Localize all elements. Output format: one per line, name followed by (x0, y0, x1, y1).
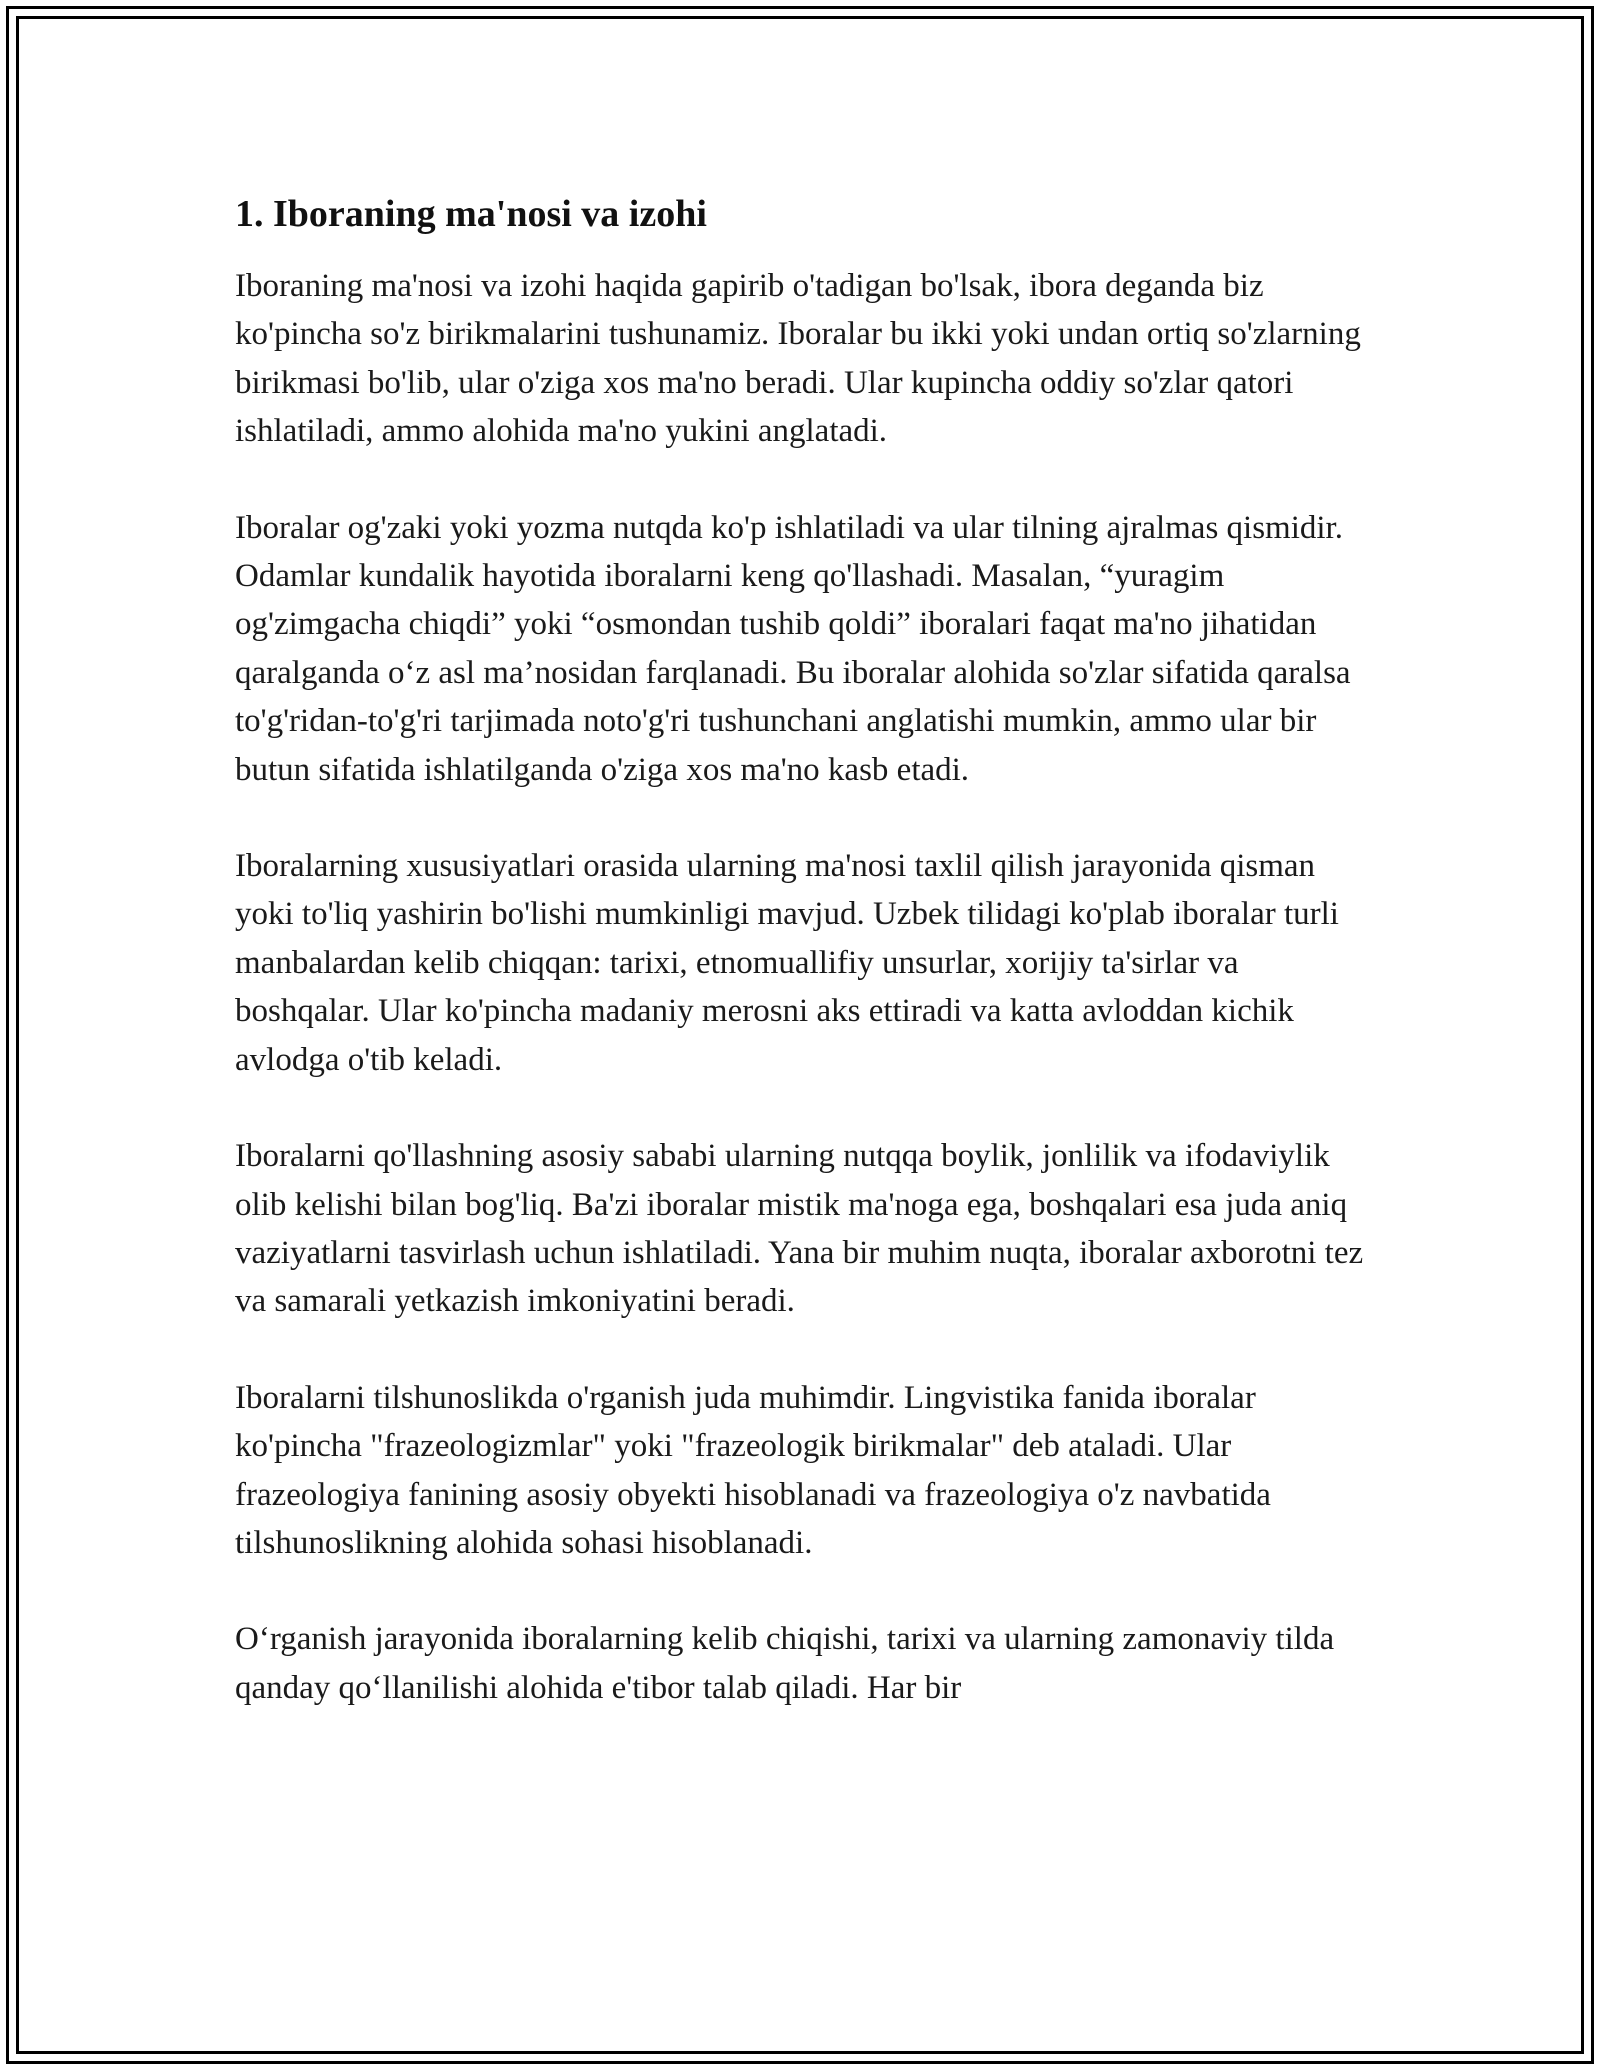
paragraph-5: Iboralarni tilshunoslikda o'rganish juda muhimdir. Lingvistika fanida iboralar ko'pincha "frazeologizmlar" yoki "frazeologik birikmalar" deb ataladi. Ular frazeologiya fanining asosiy obyekti hisoblanadi va frazeologiya o'z navbatida tilshunoslikning alohida sohasi hisoblanadi. (235, 1379, 1271, 1561)
section-heading: 1. Iboraning ma'nosi va izohi (235, 193, 707, 235)
document-body (235, 186, 1365, 1760)
paragraph-4: Iboralarni qo'llashning asosiy sababi ularning nutqqa boylik, jonlilik va ifodaviylik olib kelishi bilan bog'liq. Ba'zi iboralar mistik ma'noga ega, boshqalari esa juda aniq vaziyatlarni tasvirlash uchun ishlatiladi. Yana bir muhim nuqta, iboralar axborotni tez va samarali yetkazish imkoniyatini beradi. (235, 1138, 1364, 1320)
paragraph-3: Iboralarning xususiyatlari orasida ularning ma'nosi taxlil qilish jarayonida qisman yoki to'liq yashirin bo'lishi mumkinligi mavjud. Uzbek tilidagi ko'plab iboralar turli manbalardan kelib chiqqan: tarixi, etnomuallifiy unsurlar, xorijiy ta'sirlar va boshqalar. Ular ko'pincha madaniy merosni aks ettiradi va katta avloddan kichik avlodga o'tib keladi. (235, 848, 1339, 1078)
paragraph-1: Iboraning ma'nosi va izohi haqida gapirib o'tadigan bo'lsak, ibora deganda biz ko'pincha so'z birikmalarini tushunamiz. Iboralar bu ikki yoki undan ortiq so'zlarning birikmasi bo'lib, ular o'ziga xos ma'no beradi. Ular kupincha oddiy so'zlar qatori ishlatiladi, ammo alohida ma'no yukini anglatadi. (235, 268, 1361, 450)
paragraph-2: Iboralar og'zaki yoki yozma nutqda ko'p ishlatiladi va ular tilning ajralmas qismidir. Odamlar kundalik hayotida iboralarni keng qo'llashadi. Masalan, “yuragim og'zimgacha chiqdi” yoki “osmondan tushib qoldi” iboralari faqat ma'no jihatidan qaralganda o‘z asl ma’nosidan farqlanadi. Bu iboralar alohida so'zlar sifatida qaralsa to'g'ridan-to'g'ri tarjimada noto'g'ri tushunchani anglatishi mumkin, ammo ular bir butun sifatida ishlatilganda o'ziga xos ma'no kasb etadi. (235, 509, 1351, 788)
paragraph-6: O‘rganish jarayonida iboralarning kelib chiqishi, tarixi va ularning zamonaviy tilda qanday qo‘llanilishi alohida e'tibor talab qiladi. Har bir (235, 1621, 1335, 1706)
